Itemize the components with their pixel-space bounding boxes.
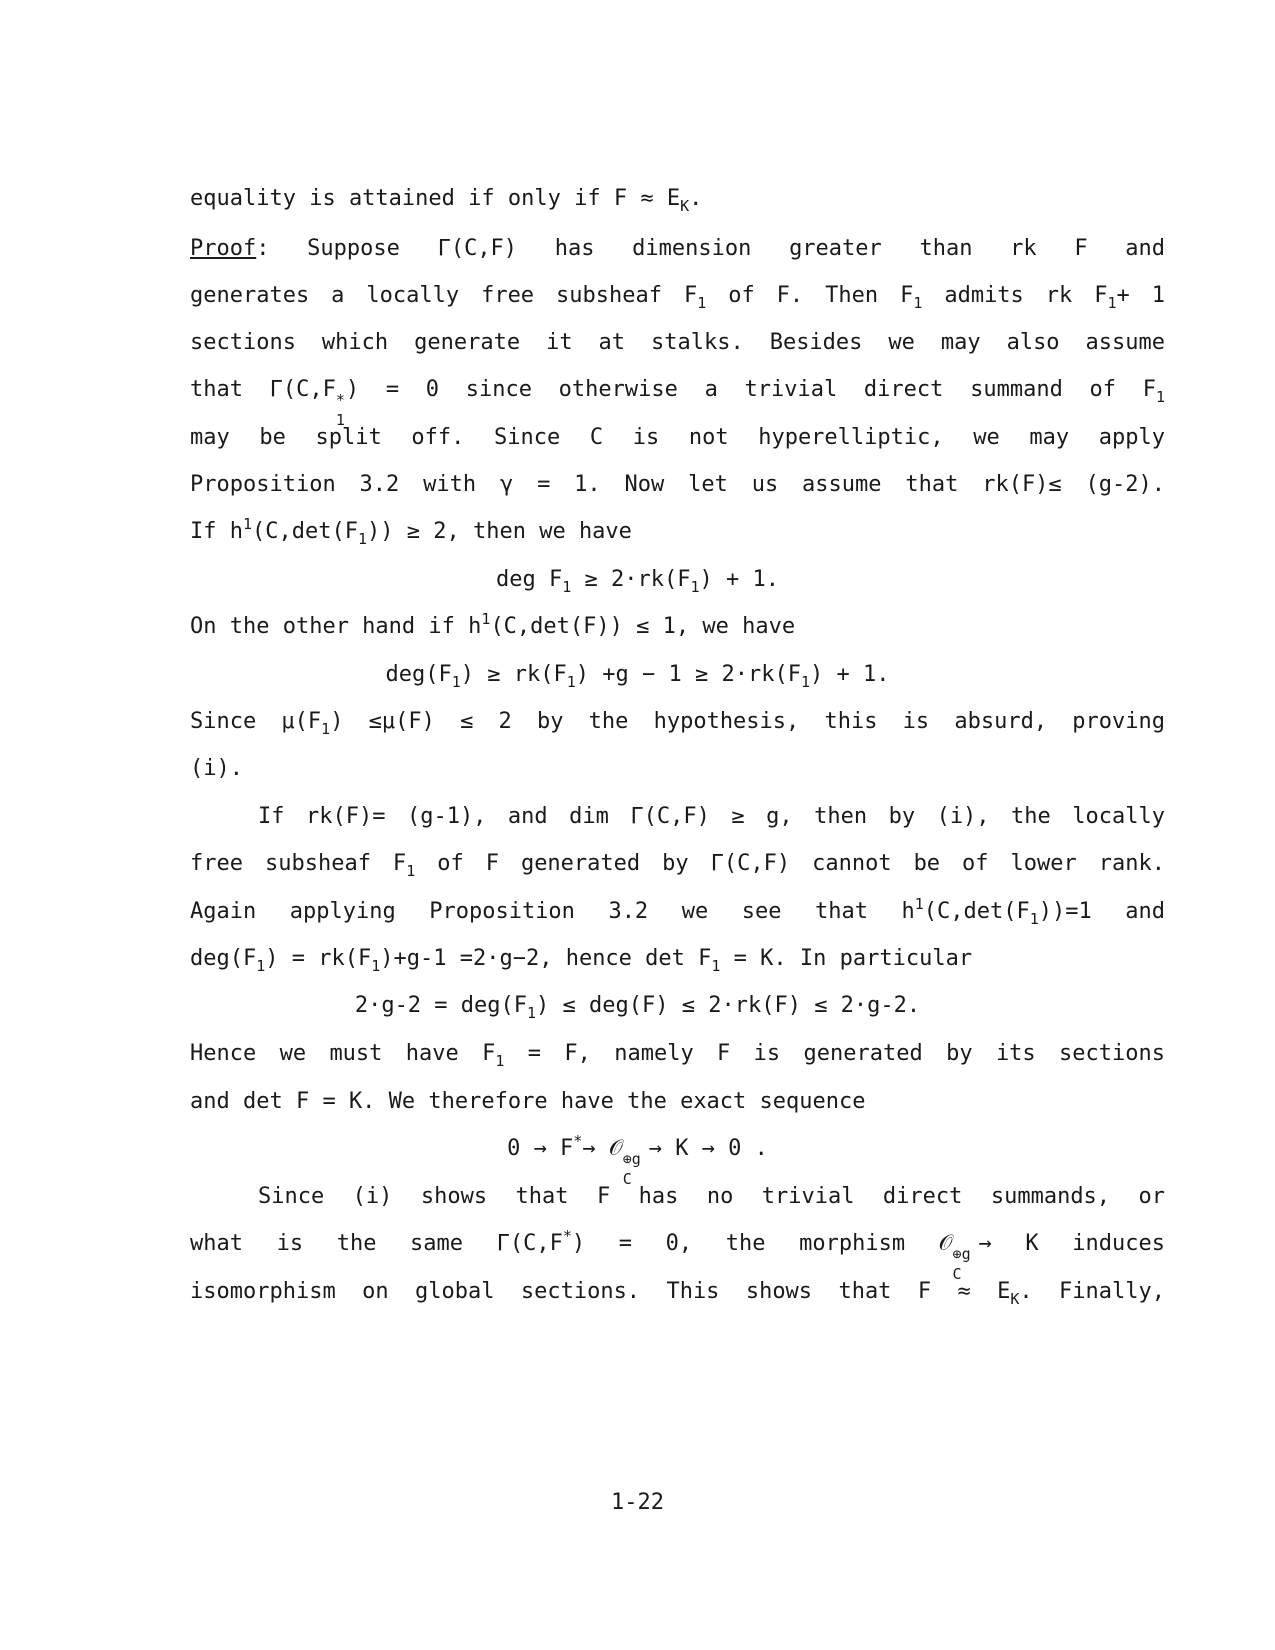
proof-label: Proof xyxy=(190,236,257,261)
text-line-4: sections which generate it at stalks. Besides we may also assume xyxy=(190,330,1165,355)
page-number: 1-22 xyxy=(611,1490,664,1515)
text-line-8: If $h^1(C,\det(F_1)) \ge 2$, then we have xyxy=(190,515,632,548)
equation-3: $2\cdot g-2 = deg(F_1) \le deg(F) \le 2\cdot rk(F) \le 2\cdot g-2$. xyxy=(354,993,921,1022)
text-line-17: $deg(F_1) = rk(F_1)+g-1 =2\cdot g-2$, hence $\det F_1 = K$. In particular xyxy=(190,946,973,975)
text-line-15: free subsheaf $F_1$ of F generated by Γ(C,F) cannot be of lower rank. xyxy=(190,851,1165,880)
text-line-1: equality is attained if only if $F \approx E_K$. xyxy=(190,186,703,215)
text-line-10: On the other hand if $h^1(C,\det(F)) \le 1$, we have xyxy=(190,610,796,639)
text-line-22: Since (i) shows that F has no trivial direct summands, or xyxy=(258,1184,1165,1209)
equation-1: deg $F_1 \ge 2\cdot rk(F_1) + 1$. xyxy=(496,567,779,596)
text-line-3: generates a locally free subsheaf $F_1$ of F. Then $F_1$ admits rk $F_1+ 1$ xyxy=(190,283,1165,312)
text-line-13: (i). xyxy=(190,756,243,781)
text-line-24: isomorphism on global sections. This shows that $F \approx E_K$. Finally, xyxy=(190,1279,1165,1308)
text-line-20: and det F = K. We therefore have the exact sequence xyxy=(190,1089,866,1114)
exact-sequence: 0 → F*→ 𝒪 ⊕g C → K → 0 . xyxy=(507,1132,768,1188)
text-line-19: Hence we must have $F_1 = F$, namely F is generated by its sections xyxy=(190,1041,1165,1070)
text-line-16: Again applying Proposition 3.2 we see that $h^1(C,\det(F_1))=1$ and xyxy=(190,895,1165,928)
text-line-23: what is the same Γ(C,F*) = 0, the morphism 𝒪 ⊕g C → K induces xyxy=(190,1227,1165,1283)
text-line-2: Proof: Suppose Γ(C,F) has dimension greater than rk F and xyxy=(190,236,1165,261)
text-line-7: Proposition 3.2 with γ = 1. Now let us assume that rk(F)≤ (g-2). xyxy=(190,472,1165,497)
text-line-12: Since $\mu(F_1) \le\mu(F) \le 2$ by the hypothesis, this is absurd, proving xyxy=(190,709,1165,738)
text-line-5: that Γ(C,F * 1 ) = 0 since otherwise a trivial direct summand of $F_1$ xyxy=(190,377,1165,429)
text-line-6: may be split off. Since C is not hyperelliptic, we may apply xyxy=(190,425,1165,450)
text-line-14: If rk(F)= (g-1), and dim Γ(C,F) ≥ g, then by (i), the locally xyxy=(258,804,1165,829)
equation-2: $deg(F_1) \ge rk(F_1) +g - 1 \ge 2\cdot rk(F_1) + 1$. xyxy=(385,662,890,691)
